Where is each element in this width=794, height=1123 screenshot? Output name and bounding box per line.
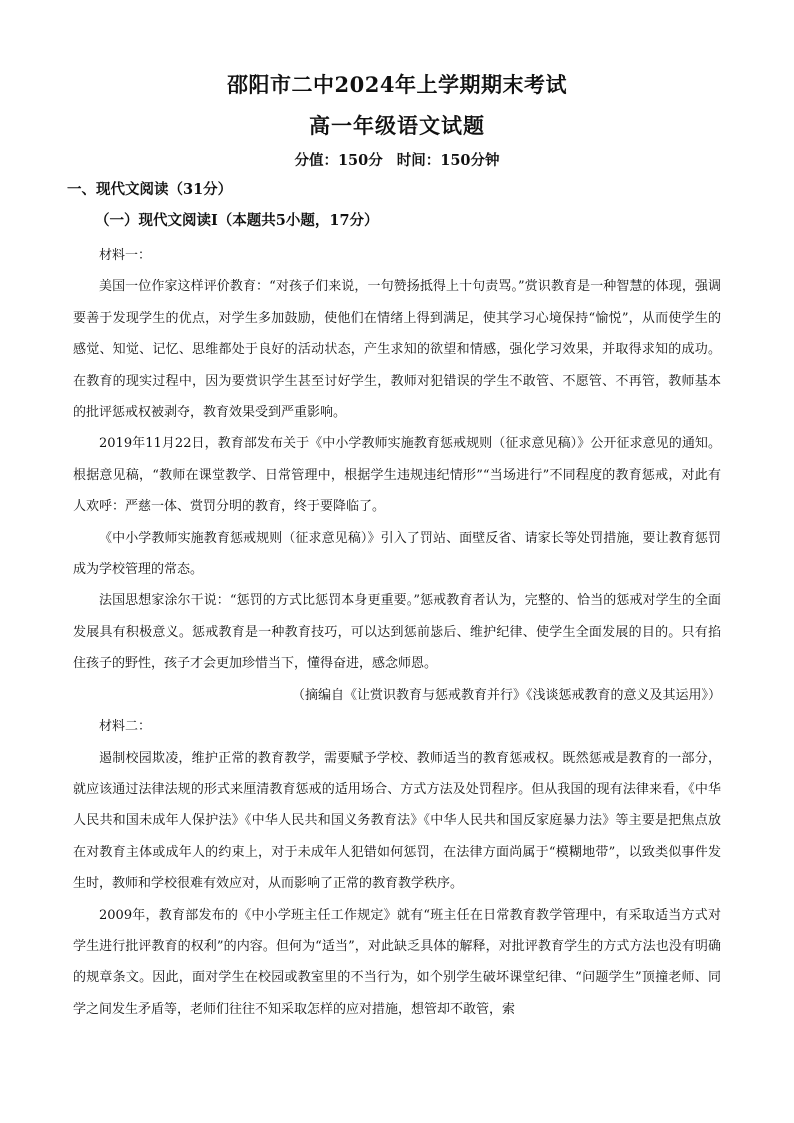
reading-passage bbox=[73, 240, 721, 1025]
paragraph: 美国一位作家这样评价教育：“对孩子们来说，一句赞扬抵得上十句责骂。”赏识教育是一种智慧的体现，强调要善于发现学生的优点，对学生多加鼓励，使他们在情绪上得到满足，使其学习心境保持“愉悦”，从而使学生的感觉、知觉、记忆、思维都处于良好的活动状态，产生求知的欲望和情感，强化学习效果，并取得求知的成功。在教育的现实过程中，因为要赏识学生甚至讨好学生，教师对犯错误的学生不敢管、不愿管、不再管，教师基本的批评惩戒权被剥夺，教育效果受到严重影响。 bbox=[73, 279, 721, 421]
section-heading: 一、现代文阅读（31分） bbox=[67, 181, 233, 198]
paragraph: 2019年11月22日，教育部发布关于《中小学教师实施教育惩戒规则（征求意见稿）》公开征求意见的通知。根据意见稿，“教师在课堂教学、日常管理中，根据学生违规违纪情形”“当场进行”不同程度的教育惩戒，对此有人欢呼：严慈一体、赏罚分明的教育，终于要降临了。 bbox=[73, 436, 721, 515]
material-2-label: 材料二： bbox=[99, 719, 152, 735]
score-time-line bbox=[0, 150, 794, 172]
time-label: 时间：150分钟 bbox=[396, 152, 500, 169]
paragraph: 法国思想家涂尔干说：“惩罚的方式比惩罚本身更重要。”惩戒教育者认为，完整的、恰当的惩戒对学生的全面发展具有积极意义。惩戒教育是一种教育技巧，可以达到惩前毖后、维护纪律、使学生全面发展的目的。只有掐住孩子的野性，孩子才会更加珍惜当下，懂得奋进，感念师恩。 bbox=[73, 593, 721, 672]
paragraph: 2009年，教育部发布的《中小学班主任工作规定》就有“班主任在日常教育教学管理中，有采取适当方式对学生进行批评教育的权利”的内容。但何为“适当”，对此缺乏具体的解释，对批评教育学生的方式方法也没有明确的规章条文。因此，面对学生在校园或教室里的不当行为，如个别学生破坏课堂纪律、“问题学生”顶撞老师、同学之间发生矛盾等，老师们往往不知采取怎样的应对措施，想管却不敢管，索 bbox=[73, 907, 721, 1017]
source-citation: （摘编自《让赏识教育与惩戒教育并行》《浅谈惩戒教育的意义及其运用》） bbox=[291, 687, 721, 703]
paragraph: 《中小学教师实施教育惩戒规则（征求意见稿）》引入了罚站、面壁反省、请家长等处罚措施，要让教育惩罚成为学校管理的常态。 bbox=[73, 530, 721, 578]
exam-title: 邵阳市二中2024年上学期期末考试 bbox=[227, 72, 567, 97]
exam-subtitle: 高一年级语文试题 bbox=[309, 113, 485, 138]
score-label: 分值：150分 bbox=[294, 152, 383, 169]
paragraph: 遏制校园欺凌，维护正常的教育教学，需要赋予学校、教师适当的教育惩戒权。既然惩戒是教育的一部分，就应该通过法律法规的形式来厘清教育惩戒的适用场合、方式方法及处罚程序。但从我国的现有法律来看，《中华人民共和国未成年人保护法》《中华人民共和国义务教育法》《中华人民共和国反家庭暴力法》等主要是把焦点放在对教育主体或成年人的约束上，对于未成年人犯错如何惩罚，在法律方面尚属于“模糊地带”，以致类似事件发生时，教师和学校很难有效应对，从而影响了正常的教育教学秩序。 bbox=[73, 750, 721, 892]
subsection-heading: （一）现代文阅读Ⅰ（本题共5小题，17分） bbox=[95, 212, 379, 229]
material-1-label: 材料一： bbox=[99, 248, 152, 263]
